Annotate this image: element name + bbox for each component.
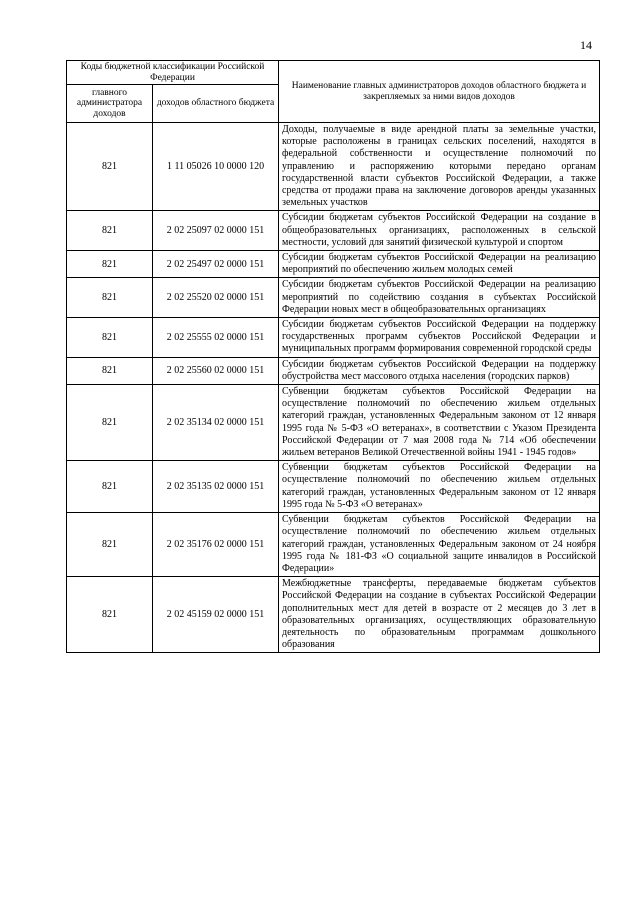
admin-code-cell: 821 bbox=[67, 513, 153, 577]
page-number: 14 bbox=[580, 38, 592, 52]
income-description-cell: Субсидии бюджетам субъектов Российской Федерации на реализацию мероприятий по содействию создания в субъектах Российской Федерации новых мест в общеобразовательных организациях bbox=[279, 278, 600, 318]
income-description-cell: Субсидии бюджетам субъектов Российской Федерации на поддержку обустройства мест массового отдыха населения (городских парков) bbox=[279, 357, 600, 384]
table-row bbox=[67, 318, 600, 358]
admin-code-cell: 821 bbox=[67, 318, 153, 358]
table-row bbox=[67, 278, 600, 318]
income-description-cell: Субвенции бюджетам субъектов Российской Федерации на осуществление полномочий по обеспечению жильем отдельных категорий граждан, установленных Федеральным законом от 24 ноября 1995 года № 181-ФЗ «О социальной защите инвалидов в Российской Федерации» bbox=[279, 513, 600, 577]
admin-code-cell: 821 bbox=[67, 251, 153, 278]
income-code-cell: 2 02 25520 02 0000 151 bbox=[153, 278, 279, 318]
income-code-cell: 2 02 25560 02 0000 151 bbox=[153, 357, 279, 384]
income-code-cell: 2 02 35134 02 0000 151 bbox=[153, 385, 279, 461]
income-code-cell: 2 02 25097 02 0000 151 bbox=[153, 211, 279, 251]
admin-code-cell: 821 bbox=[67, 357, 153, 384]
header-regional-income: доходов областного бюджета bbox=[153, 85, 279, 123]
income-code-cell: 1 11 05026 10 0000 120 bbox=[153, 123, 279, 211]
income-code-cell: 2 02 45159 02 0000 151 bbox=[153, 577, 279, 653]
admin-code-cell: 821 bbox=[67, 278, 153, 318]
income-code-cell: 2 02 35176 02 0000 151 bbox=[153, 513, 279, 577]
income-description-cell: Субвенции бюджетам субъектов Российской Федерации на осуществление полномочий по обеспечению жильем отдельных категорий граждан, установленных Федеральным законом от 12 января 1995 года № 5-ФЗ «О ветеранах» bbox=[279, 461, 600, 513]
table-row bbox=[67, 513, 600, 577]
table-row bbox=[67, 461, 600, 513]
admin-code-cell: 821 bbox=[67, 577, 153, 653]
admin-code-cell: 821 bbox=[67, 385, 153, 461]
income-description-cell: Субсидии бюджетам субъектов Российской Федерации на поддержку государственных программ субъектов Российской Федерации и муниципальных программ формирования современной городской среды bbox=[279, 318, 600, 358]
income-code-cell: 2 02 25497 02 0000 151 bbox=[153, 251, 279, 278]
table-row bbox=[67, 251, 600, 278]
table-row bbox=[67, 577, 600, 653]
admin-code-cell: 821 bbox=[67, 211, 153, 251]
admin-code-cell: 821 bbox=[67, 461, 153, 513]
table-row bbox=[67, 357, 600, 384]
table-row bbox=[67, 385, 600, 461]
table-row bbox=[67, 211, 600, 251]
budget-codes-table bbox=[66, 60, 600, 653]
table-row bbox=[67, 123, 600, 211]
income-description-cell: Доходы, получаемые в виде арендной платы за земельные участки, которые расположены в границах сельских поселений, находятся в федеральной собственности и осуществление полномочий по управлению и распоряжению которыми передано органам государственной власти субъектов Российской Федерации, а также средства от продажи права на заключение договоров аренды указанных земельных участков bbox=[279, 123, 600, 211]
header-main-administrator: главного администратора доходов bbox=[67, 85, 153, 123]
header-administrator-names: Наименование главных администраторов доходов областного бюджета и закрепляемых за ними видов доходов bbox=[279, 61, 600, 123]
income-code-cell: 2 02 25555 02 0000 151 bbox=[153, 318, 279, 358]
income-description-cell: Субсидии бюджетам субъектов Российской Федерации на реализацию мероприятий по обеспечению жильем молодых семей bbox=[279, 251, 600, 278]
income-description-cell: Межбюджетные трансферты, передаваемые бюджетам субъектов Российской Федерации на создание в субъектах Российской Федерации дополнительных мест для детей в возрасте от 2 месяцев до 3 лет в образовательных организациях, осуществляющих образовательную деятельность по образовательным программам дошкольного образования bbox=[279, 577, 600, 653]
income-description-cell: Субсидии бюджетам субъектов Российской Федерации на создание в общеобразовательных организациях, расположенных в сельской местности, условий для занятий физической культурой и спортом bbox=[279, 211, 600, 251]
header-classification-codes: Коды бюджетной классификации Российской Федерации bbox=[67, 61, 279, 85]
income-code-cell: 2 02 35135 02 0000 151 bbox=[153, 461, 279, 513]
admin-code-cell: 821 bbox=[67, 123, 153, 211]
income-description-cell: Субвенции бюджетам субъектов Российской Федерации на осуществление полномочий по обеспечению жильем отдельных категорий граждан, установленных Федеральным законом от 12 января 1995 года № 5-ФЗ «О ветеранах», в соответствии с Указом Президента Российской Федерации от 7 мая 2008 года № 714 «Об обеспечении жильем ветеранов Великой Отечественной войны 1941 - 1945 годов» bbox=[279, 385, 600, 461]
